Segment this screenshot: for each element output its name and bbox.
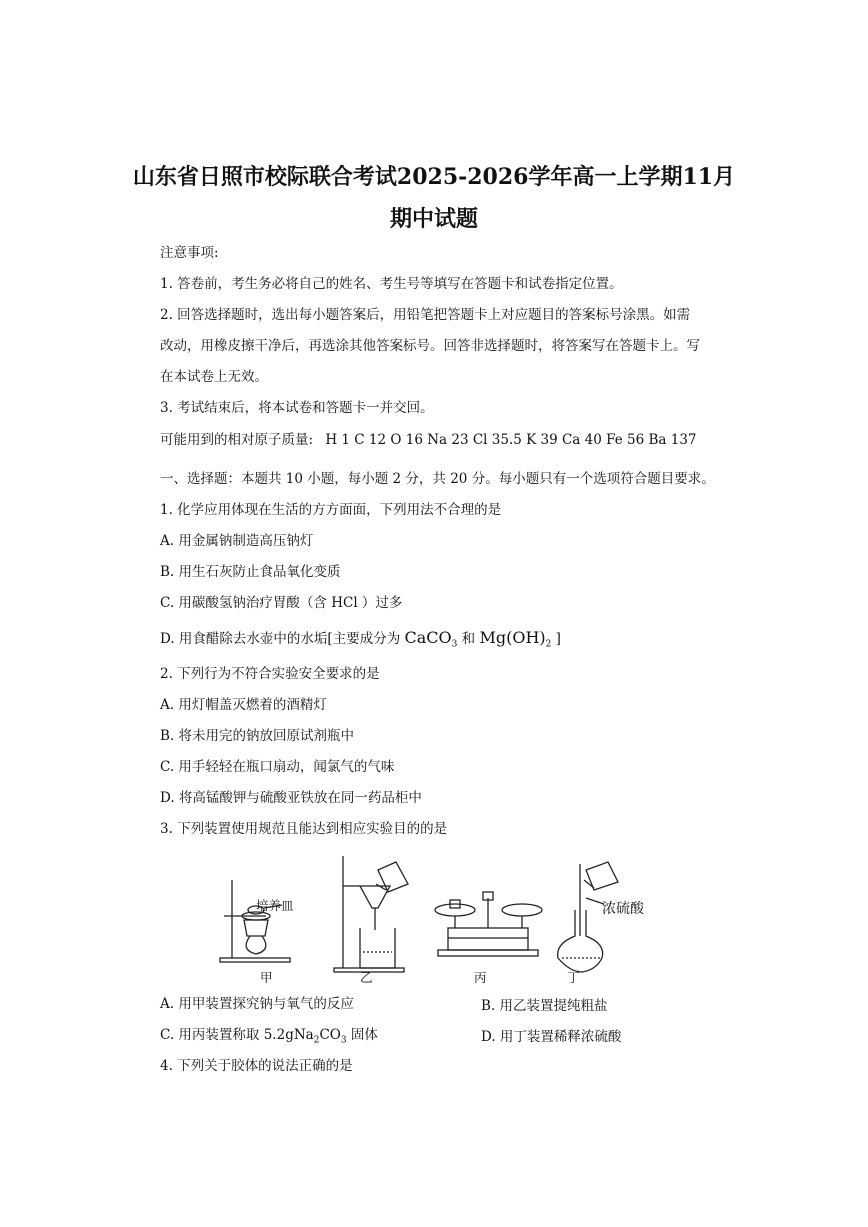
option: C. 用手轻轻在瓶口扇动，闻氯气的气味 bbox=[160, 759, 395, 775]
notice-heading: 注意事项: bbox=[160, 245, 219, 261]
question-stem: 2. 下列行为不符合实验安全要求的是 bbox=[160, 666, 380, 682]
section-heading: 一、选择题：本题共 10 小题，每小题 2 分，共 20 分。每小题只有一个选项符合题目要求。 bbox=[160, 471, 715, 487]
option: D. 用食醋除去水壶中的水垢[主要成分为 CaCO$_3$ 和 $Mg(OH)_2$ ] bbox=[160, 628, 561, 650]
label-ding: 丁 bbox=[567, 970, 580, 985]
question-stem: 4. 下列关于胶体的说法正确的是 bbox=[160, 1058, 353, 1074]
question-stem: 3. 下列装置使用规范且能达到相应实验目的的是 bbox=[160, 821, 448, 837]
option: B. 用乙装置提纯粗盐 bbox=[481, 998, 608, 1014]
atomic-masses bbox=[160, 430, 720, 450]
apparatus-drawing bbox=[210, 850, 670, 985]
label-acid: 浓硫酸 bbox=[602, 901, 644, 917]
atomic-masses-values: H 1 C 12 O 16 Na 23 Cl 35.5 K 39 Ca 40 Fe 56 Ba 137 bbox=[325, 432, 697, 448]
option: A. 用灯帽盖灭燃着的酒精灯 bbox=[160, 697, 327, 713]
option: C. 用丙装置称取 $5.2gNa_2CO_3$ 固体 bbox=[160, 1027, 378, 1046]
label-dish: 培养皿 bbox=[256, 898, 294, 913]
option: D. 将高锰酸钾与硫酸亚铁放在同一药品柜中 bbox=[160, 790, 422, 806]
label-bing: 丙 bbox=[474, 970, 487, 985]
notice-item: 在本试卷上无效。 bbox=[160, 369, 268, 385]
option: C. 用碳酸氢钠治疗胃酸（含 HCl ）过多 bbox=[160, 595, 403, 611]
option: A. 用甲装置探究钠与氧气的反应 bbox=[160, 996, 354, 1012]
notice-item: 2. 回答选择题时，选出每小题答案后，用铅笔把答题卡上对应题目的答案标号涂黑。如需 bbox=[160, 307, 691, 323]
question-stem: 1. 化学应用体现在生活的方方面面，下列用法不合理的是 bbox=[160, 502, 502, 518]
option: A. 用金属钠制造高压钠灯 bbox=[160, 533, 314, 549]
page-subtitle: 期中试题 bbox=[389, 206, 478, 232]
notice-item: 改动，用橡皮擦干净后，再选涂其他答案标号。回答非选择题时，将答案写在答题卡上。写 bbox=[160, 338, 700, 354]
label-yi: 乙 bbox=[360, 970, 373, 985]
notice-item: 1. 答卷前，考生务必将自己的姓名、考生号等填写在答题卡和试卷指定位置。 bbox=[160, 276, 623, 292]
option: B. 将未用完的钠放回原试剂瓶中 bbox=[160, 728, 355, 744]
notice-item: 3. 考试结束后，将本试卷和答题卡一并交回。 bbox=[160, 400, 434, 416]
option: D. 用丁装置稀释浓硫酸 bbox=[481, 1029, 622, 1045]
option: B. 用生石灰防止食品氧化变质 bbox=[160, 564, 341, 580]
page-title: 山东省日照市校际联合考试2025-2026学年高一上学期11月 bbox=[132, 164, 736, 190]
label-jia: 甲 bbox=[260, 970, 273, 985]
apparatus-figure bbox=[210, 850, 670, 985]
atomic-masses-label: 可能用到的相对原子质量: bbox=[160, 432, 314, 448]
